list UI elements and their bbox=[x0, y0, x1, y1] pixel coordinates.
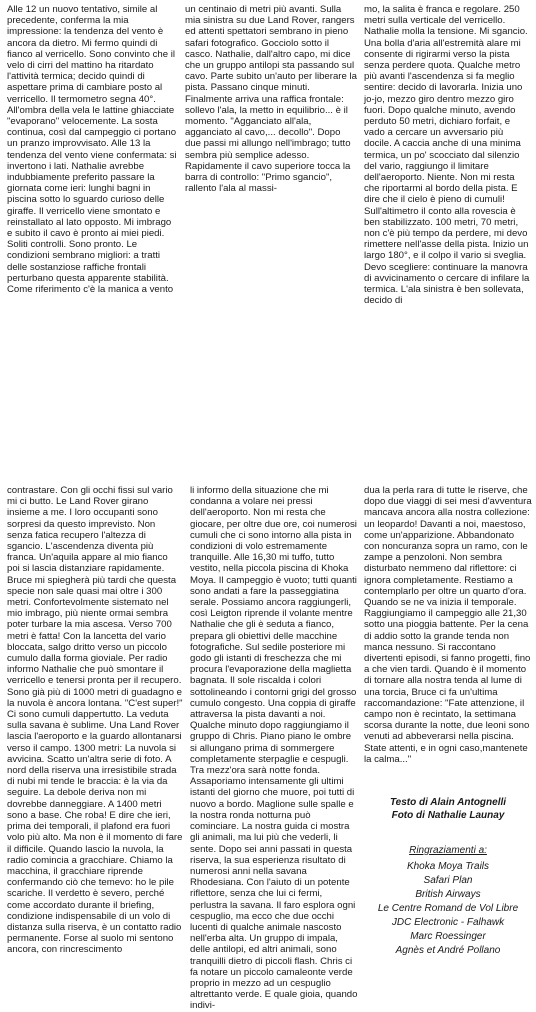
column-1 bbox=[7, 4, 178, 472]
credit-item: JDC Electronic - Falhawk bbox=[391, 917, 505, 928]
column-2 bbox=[185, 4, 357, 476]
byline bbox=[364, 796, 532, 822]
photo-author: Foto di Nathalie Launay bbox=[391, 810, 505, 821]
column-5-text: li informo della situazione che mi condanna a volare nei pressi dell'aeroporto. Non mi resta che giocare, per oltre due ore, coi numerosi cumuli che ci sono intorno alla pista in condizioni di volo estremamente tranquille. Alle 16,30 mi tuffo, tutto vestito, nella piccola piscina di Khoka Moya. Il campeggio è vuoto; tutti quanti sono andati a fare la passeggiatina serale. Possiamo ancora raggiungerli, così Leigton riprende il volante mentre Nathalie che gli è seduta a fianco, prepara gli obiettivi delle macchine fotografiche. Sul sedile posteriore mi godo gli istanti di freschezza che mi procura l'evaporazione della maglietta bagnata. Il sole riscalda i colori sottolineando i contorni grigi del grosso cumulo congesto. Una coppia di giraffe attraversa la pista davanti a noi. Qualche minuto dopo raggiungiamo il gruppo di Chris. Piano piano le ombre si allungano prima di sommergere completamente sterpaglie e cespugli. Tra mezz'ora sarà notte fonda. Assaporiamo intensamente gli ultimi istanti del giorno che muore, poi tutti di nuovo a bordo. Maglione sulle spalle e la nostra ronda notturna può cominciare. La nostra guida ci mostra gli animali, ma lui più che vederli, li sente. Dopo sei anni passati in questa riserva, la sua esperienza risultato di numerosi anni nella savana Rhodesiana. Con l'aiuto di un potente riflettore, senza che lui ci fermi, perlustra la savana. Il faro esplora ogni cespuglio, ma ecco che due occhi lucenti di qualche animale nascosto nell'erba alta. Un gruppo di impala, delle antilopi, ed altri animali, sono tranquilli dietro di piccoli flash. Chris ci fa notare un piccolo camaleonte verde proprio in mezzo ad un cespuglio altrettanto verde. E quale gioia, quando indivi- bbox=[190, 485, 358, 1012]
column-2-text: un centinaio di metri più avanti. Sulla mia sinistra su due Land Rover, rangers ed attenti spettatori sembrano in pieno safari fotografico. Gocciolo sotto il casco. Nathalie, dall'altro capo, mi dice che un gruppo antilopi sta passando sul cavo. Parte subito un'auto per liberare la pista. Passano cinque minuti. Finalmente arriva una raffica frontale: sollevo l'ala, la metto in equilibrio... è il momento. "Agganciato all'ala, agganciato al cavo,... decollo". Dopo due passi mi allungo nell'imbrago; tutto sembra più semplice adesso. Rapidamente il cavo superiore tocca la barra di controllo: "Primo sgancio", rallento l'ala al massi- bbox=[185, 4, 357, 195]
text-author: Testo di Alain Antognelli bbox=[389, 797, 507, 808]
credit-item: British Airways bbox=[415, 889, 481, 900]
credit-item: Khoka Moya Trails bbox=[406, 861, 490, 872]
credit-item: Le Centre Romand de Vol Libre bbox=[377, 903, 519, 914]
credit-item: Marc Roessinger bbox=[410, 931, 486, 942]
column-4 bbox=[7, 485, 183, 990]
column-6 bbox=[364, 485, 532, 775]
credit-item: Agnès et André Pollano bbox=[395, 945, 501, 956]
column-4-text: contrastare. Con gli occhi fissi sul vario mi ci butto. Le Land Rover girano insieme a me. I loro occupanti sono sorpresi da questo imprevisto. Non senza fatica recupero l'altezza di sgancio. L'ascendenza diventa più franca. Un'aquila appare al mio fianco poi si lascia distanziare rapidamente. Bruce mi spiegherà più tardi che questa specie non sale quasi mai oltre i 300 metri. Confortevolmente sistemato nel mio imbrago, più niente ormai sembra poter turbare la mia ascesa. Verso 700 metri è fatta! Con la lancetta del vario bloccata, salgo dritto verso un piccolo cumulo dalla forma gioviale. Per radio informo Nathalie che può smontare il verricello e tenersi pronta per il recupero. Sono già più di 1000 metri di guadagno e la nuvola è ancora lontana. "C'est super!" Ci sono cumuli dappertutto. La veduta sulla savana è sublime. Una Land Rover lascia l'aeroporto e la guardo allontanarsi verso il campo. 1300 metri: La nuvola si avvicina. Scatto un'altra serie di foto. A nord della riserva una irresistibile strada di nubi mi tende le braccia: è la via da seguire. La debole deriva non mi dovrebbe danneggiare. A 1400 metri sono a base. Che roba! E dire che ieri, prima dei temporali, il plafond era fuori volo più alto. Ma non è il momento di fare il difficile. Quando lascio la nuvola, la radio comincia a gracchiare. Chiamo la macchina, il gracchiare riprende confermando ciò che temevo: ho le pile scariche. Il verdetto è severo, perché come accordato durante il briefing, condizione indispensabile di un volo di distanza sulla riserva, è un contatto radio permanente. Forse al suolo mi sentono ancora, con rincrescimento bbox=[7, 485, 183, 956]
credit-item: Safari Plan bbox=[423, 875, 473, 886]
caption-block bbox=[364, 796, 532, 958]
column-3-text: mo, la salita è franca e regolare. 250 metri sulla verticale del verricello. Nathalie molla la tensione. Mi sgancio. Una bolla d'aria all'estremità alare mi consente di rigirarmi verso la pista senza perdere quota. Qualche metro più avanti l'ascendenza si fa meglio sentire: decido di lavorarla. Inizia uno jo-jo, mezzo giro dentro mezzo giro fuori. Dopo qualche minuto, avendo perduto 50 metri, dichiaro forfait, e vado a cercare un avversario più docile. A caccia anche di una minima termica, un po' scocciato dal silenzio del vario, raggiungo il limitare dell'aeroporto. Niente. Non mi resta che riportarmi al bordo della pista. E dire che il cielo è pieno di cumuli! Sull'altimetro il conto alla rovescia è ben stabilizzato. 100 metri, 70 metri, non c'è più tempo da perdere, mi devo rimettere nell'asse della pista. Inizio un largo 180°, e il colpo il vario si sveglia. Devo scegliere: continuare la manovra di avvicinamento o cercare di infilare la termica. L'ala sinistra è ben sollevata, decido di bbox=[364, 4, 530, 307]
column-5 bbox=[190, 485, 358, 1012]
credits-title: Ringraziamenti a: bbox=[409, 845, 487, 856]
column-3 bbox=[364, 4, 532, 476]
column-1-text: Alle 12 un nuovo tentativo, simile al precedente, conferma la mia impressione: la tendenza del vento è ancora da dietro. Mi fermo quindi di fianco al verricello. Sono convinto che il velo di cirri del mattino ha ritardato l'attività termica; decido quindi di aspettare prima di cambiare posto al verricello. Il termometro segna 40°. All'ombra della vela le lattine ghiacciate "evaporano" velocemente. La sosta continua, così dal campeggio ci portano un pranzo improvvisato. Alle 13 la tendenza del vento viene confermata: si invertono i lati. Nathalie avrebbe indubbiamente preferito passare la giornata come ieri: lunghi bagni in piscina sotto lo sguardo curioso delle giraffe. Il verricello viene smontato e reinstallato al lato opposto. Mi imbrago e subito il cavo è pronto ai miei piedi. Soliti controlli. Sono pronto. Le condizioni sembrano migliori: a tratti delle sostanziose raffiche frontali perturbano questa apparente stabilità. Come riferimento c'è la manica a vento bbox=[7, 4, 177, 296]
column-6-text: dua la perla rara di tutte le riserve, che dopo due viaggi di sei mesi d'avventura mancava ancora alla nostra collezione: un leopardo! Davanti a noi, maestoso, come un'apparizione. Abbandonato con noncuranza sopra un ramo, con le zampe a penzoloni. Non sembra disturbato nemmeno dal riflettore: ci ignora completamente. Restiamo a contemplarlo per oltre un quarto d'ora. Quando se ne va inizia il temporale. Raggiungiamo il campeggio alle 21,30 sotto una pioggia battente. Per la cena di addio sotto la grande tenda non manca nessuno. Si raccontano divertenti episodi, si fanno progetti, fino a che vien tardi. Quando è il momento di tornare alla nostra tenda al lume di una torcia, Bruce ci fa un'ultima raccomandazione: "Fate attenzione, il campo non è recintato, la settimana scorsa durante la notte, due leoni sono venuti ad abbeverarsi nella piscina. State attenti, e in ogni caso,mantenete la calma..." bbox=[364, 485, 532, 765]
credits bbox=[364, 844, 532, 958]
